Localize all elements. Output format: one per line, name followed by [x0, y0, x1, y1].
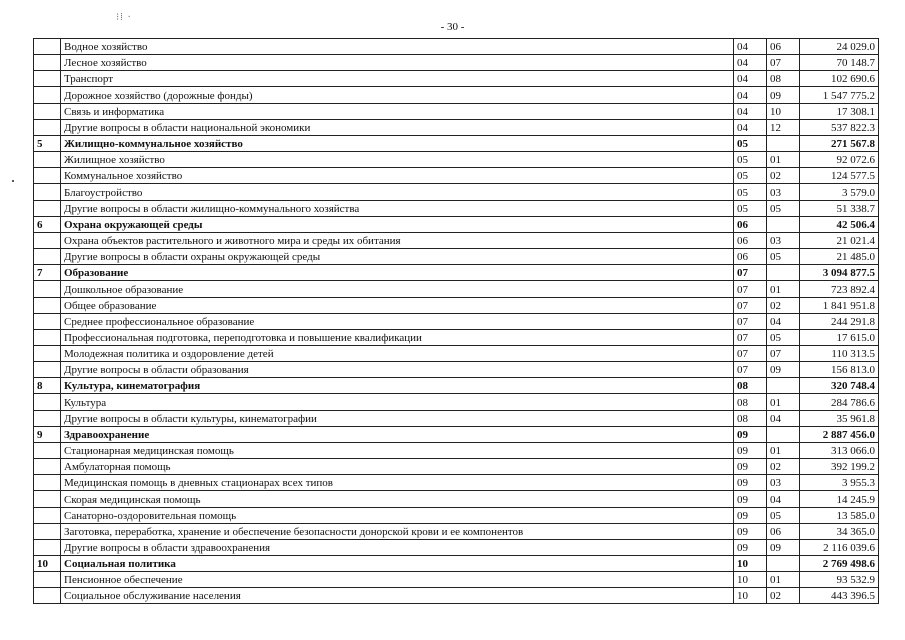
row-name: Молодежная политика и оздоровление детей [61, 345, 734, 361]
row-subsection-code: 02 [767, 297, 800, 313]
row-name: Медицинская помощь в дневных стационарах всех типов [61, 475, 734, 491]
row-section-code: 08 [734, 394, 767, 410]
row-name: Другие вопросы в области охраны окружающей среды [61, 249, 734, 265]
row-number [34, 232, 61, 248]
row-number: 9 [34, 426, 61, 442]
row-amount: 13 585.0 [800, 507, 879, 523]
row-section-code: 07 [734, 329, 767, 345]
row-number [34, 572, 61, 588]
row-subsection-code: 02 [767, 588, 800, 604]
row-amount: 2 769 498.6 [800, 556, 879, 572]
row-name: Другие вопросы в области жилищно-коммунального хозяйства [61, 200, 734, 216]
row-subsection-code: 08 [767, 71, 800, 87]
row-amount: 42 506.4 [800, 216, 879, 232]
table-row [34, 491, 879, 507]
budget-table-body [34, 39, 879, 604]
row-amount: 3 094 877.5 [800, 265, 879, 281]
row-amount: 51 338.7 [800, 200, 879, 216]
row-section-code: 05 [734, 168, 767, 184]
row-name: Дорожное хозяйство (дорожные фонды) [61, 87, 734, 103]
row-name: Благоустройство [61, 184, 734, 200]
table-row [34, 184, 879, 200]
row-subsection-code: 06 [767, 39, 800, 55]
row-name: Коммунальное хозяйство [61, 168, 734, 184]
row-number: 6 [34, 216, 61, 232]
row-amount: 392 199.2 [800, 459, 879, 475]
row-section-code: 04 [734, 103, 767, 119]
row-amount: 156 813.0 [800, 362, 879, 378]
row-number: 8 [34, 378, 61, 394]
row-section-code: 10 [734, 572, 767, 588]
row-section-code: 09 [734, 507, 767, 523]
row-section-code: 07 [734, 345, 767, 361]
row-number [34, 362, 61, 378]
table-row [34, 362, 879, 378]
row-number [34, 507, 61, 523]
row-section-code: 07 [734, 297, 767, 313]
row-name: Другие вопросы в области образования [61, 362, 734, 378]
scan-mark: ⁝⁞ · [116, 12, 132, 23]
row-number [34, 297, 61, 313]
row-amount: 1 841 951.8 [800, 297, 879, 313]
row-section-code: 04 [734, 71, 767, 87]
row-subsection-code: 06 [767, 523, 800, 539]
row-number [34, 588, 61, 604]
table-row [34, 475, 879, 491]
row-amount: 70 148.7 [800, 55, 879, 71]
row-name: Охрана окружающей среды [61, 216, 734, 232]
row-number [34, 523, 61, 539]
row-section-code: 10 [734, 556, 767, 572]
row-subsection-code: 01 [767, 572, 800, 588]
row-subsection-code: 05 [767, 200, 800, 216]
row-number [34, 394, 61, 410]
row-subsection-code: 04 [767, 313, 800, 329]
table-row [34, 119, 879, 135]
row-name: Другие вопросы в области здравоохранения [61, 539, 734, 555]
row-name: Амбулаторная помощь [61, 459, 734, 475]
row-section-code: 09 [734, 539, 767, 555]
row-amount: 14 245.9 [800, 491, 879, 507]
row-amount: 17 615.0 [800, 329, 879, 345]
table-row [34, 410, 879, 426]
table-row [34, 87, 879, 103]
row-name: Социальная политика [61, 556, 734, 572]
table-row [34, 168, 879, 184]
row-amount: 1 547 775.2 [800, 87, 879, 103]
row-amount: 93 532.9 [800, 572, 879, 588]
table-row [34, 200, 879, 216]
row-amount: 443 396.5 [800, 588, 879, 604]
section-row [34, 216, 879, 232]
table-row [34, 588, 879, 604]
row-amount: 320 748.4 [800, 378, 879, 394]
row-number: 10 [34, 556, 61, 572]
row-section-code: 06 [734, 216, 767, 232]
row-number [34, 249, 61, 265]
row-section-code: 10 [734, 588, 767, 604]
row-number [34, 39, 61, 55]
row-number: 7 [34, 265, 61, 281]
row-section-code: 09 [734, 491, 767, 507]
row-subsection-code: 10 [767, 103, 800, 119]
table-row [34, 313, 879, 329]
row-section-code: 09 [734, 459, 767, 475]
row-name: Связь и информатика [61, 103, 734, 119]
row-amount: 92 072.6 [800, 152, 879, 168]
page-number: - 30 - [440, 21, 465, 33]
table-row [34, 249, 879, 265]
row-subsection-code: 09 [767, 539, 800, 555]
row-amount: 34 365.0 [800, 523, 879, 539]
row-amount: 537 822.3 [800, 119, 879, 135]
row-name: Культура [61, 394, 734, 410]
table-row [34, 329, 879, 345]
row-section-code: 07 [734, 281, 767, 297]
row-section-code: 06 [734, 232, 767, 248]
row-name: Заготовка, переработка, хранение и обеспечение безопасности донорской крови и ее компонентов [61, 523, 734, 539]
row-number [34, 475, 61, 491]
row-amount: 313 066.0 [800, 442, 879, 458]
table-row [34, 152, 879, 168]
row-section-code: 08 [734, 378, 767, 394]
table-row [34, 232, 879, 248]
row-name: Водное хозяйство [61, 39, 734, 55]
row-number [34, 87, 61, 103]
row-number [34, 281, 61, 297]
row-section-code: 09 [734, 475, 767, 491]
row-section-code: 09 [734, 442, 767, 458]
row-section-code: 07 [734, 362, 767, 378]
row-name: Санаторно-оздоровительная помощь [61, 507, 734, 523]
row-number [34, 329, 61, 345]
row-subsection-code: 02 [767, 168, 800, 184]
row-subsection-code [767, 216, 800, 232]
row-name: Охрана объектов растительного и животного мира и среды их обитания [61, 232, 734, 248]
row-number [34, 152, 61, 168]
row-section-code: 07 [734, 265, 767, 281]
row-amount: 110 313.5 [800, 345, 879, 361]
table-row [34, 572, 879, 588]
row-section-code: 04 [734, 55, 767, 71]
row-number [34, 55, 61, 71]
table-row [34, 71, 879, 87]
row-name: Пенсионное обеспечение [61, 572, 734, 588]
section-row [34, 556, 879, 572]
row-number [34, 539, 61, 555]
row-section-code: 04 [734, 39, 767, 55]
row-section-code: 04 [734, 119, 767, 135]
table-row [34, 459, 879, 475]
row-number [34, 119, 61, 135]
row-section-code: 09 [734, 426, 767, 442]
row-name: Среднее профессиональное образование [61, 313, 734, 329]
row-name: Жилищное хозяйство [61, 152, 734, 168]
row-subsection-code: 04 [767, 410, 800, 426]
row-number [34, 442, 61, 458]
budget-table [33, 38, 879, 604]
row-section-code: 06 [734, 249, 767, 265]
row-subsection-code: 01 [767, 442, 800, 458]
row-number [34, 491, 61, 507]
row-subsection-code: 01 [767, 152, 800, 168]
table-row [34, 297, 879, 313]
row-number [34, 313, 61, 329]
row-name: Социальное обслуживание населения [61, 588, 734, 604]
table-row [34, 281, 879, 297]
row-amount: 3 955.3 [800, 475, 879, 491]
row-section-code: 05 [734, 200, 767, 216]
row-section-code: 07 [734, 313, 767, 329]
row-subsection-code: 03 [767, 475, 800, 491]
row-subsection-code: 01 [767, 394, 800, 410]
section-row [34, 135, 879, 151]
row-section-code: 05 [734, 184, 767, 200]
row-subsection-code: 12 [767, 119, 800, 135]
section-row [34, 265, 879, 281]
row-amount: 284 786.6 [800, 394, 879, 410]
table-row [34, 507, 879, 523]
table-row [34, 442, 879, 458]
row-amount: 2 116 039.6 [800, 539, 879, 555]
row-section-code: 09 [734, 523, 767, 539]
row-amount: 124 577.5 [800, 168, 879, 184]
row-amount: 35 961.8 [800, 410, 879, 426]
row-amount: 271 567.8 [800, 135, 879, 151]
row-number [34, 200, 61, 216]
row-name: Транспорт [61, 71, 734, 87]
section-row [34, 378, 879, 394]
row-subsection-code: 05 [767, 249, 800, 265]
row-amount: 21 485.0 [800, 249, 879, 265]
row-name: Другие вопросы в области культуры, кинематографии [61, 410, 734, 426]
row-name: Стационарная медицинская помощь [61, 442, 734, 458]
row-subsection-code [767, 265, 800, 281]
row-amount: 24 029.0 [800, 39, 879, 55]
scan-artifact-dot [12, 180, 14, 182]
table-row [34, 55, 879, 71]
row-amount: 17 308.1 [800, 103, 879, 119]
row-section-code: 05 [734, 152, 767, 168]
row-name: Другие вопросы в области национальной экономики [61, 119, 734, 135]
row-amount: 2 887 456.0 [800, 426, 879, 442]
row-amount: 723 892.4 [800, 281, 879, 297]
row-name: Дошкольное образование [61, 281, 734, 297]
row-subsection-code: 03 [767, 232, 800, 248]
row-subsection-code: 01 [767, 281, 800, 297]
row-subsection-code: 07 [767, 345, 800, 361]
row-number [34, 345, 61, 361]
row-subsection-code: 05 [767, 507, 800, 523]
row-subsection-code: 07 [767, 55, 800, 71]
row-name: Здравоохранение [61, 426, 734, 442]
row-name: Жилищно-коммунальное хозяйство [61, 135, 734, 151]
row-number [34, 410, 61, 426]
row-name: Культура, кинематография [61, 378, 734, 394]
row-subsection-code [767, 135, 800, 151]
row-number: 5 [34, 135, 61, 151]
row-number [34, 103, 61, 119]
row-subsection-code [767, 556, 800, 572]
row-section-code: 05 [734, 135, 767, 151]
row-subsection-code: 05 [767, 329, 800, 345]
row-subsection-code [767, 378, 800, 394]
row-name: Лесное хозяйство [61, 55, 734, 71]
row-section-code: 04 [734, 87, 767, 103]
row-subsection-code [767, 426, 800, 442]
row-amount: 3 579.0 [800, 184, 879, 200]
table-row [34, 345, 879, 361]
table-row [34, 539, 879, 555]
section-row [34, 426, 879, 442]
table-row [34, 39, 879, 55]
row-name: Общее образование [61, 297, 734, 313]
row-subsection-code: 03 [767, 184, 800, 200]
row-name: Образование [61, 265, 734, 281]
row-subsection-code: 04 [767, 491, 800, 507]
row-number [34, 71, 61, 87]
row-name: Скорая медицинская помощь [61, 491, 734, 507]
row-number [34, 184, 61, 200]
row-name: Профессиональная подготовка, переподготовка и повышение квалификации [61, 329, 734, 345]
row-section-code: 08 [734, 410, 767, 426]
table-row [34, 394, 879, 410]
table-row [34, 103, 879, 119]
row-amount: 244 291.8 [800, 313, 879, 329]
row-number [34, 168, 61, 184]
row-amount: 102 690.6 [800, 71, 879, 87]
row-subsection-code: 09 [767, 362, 800, 378]
row-subsection-code: 09 [767, 87, 800, 103]
row-subsection-code: 02 [767, 459, 800, 475]
table-row [34, 523, 879, 539]
row-amount: 21 021.4 [800, 232, 879, 248]
row-number [34, 459, 61, 475]
